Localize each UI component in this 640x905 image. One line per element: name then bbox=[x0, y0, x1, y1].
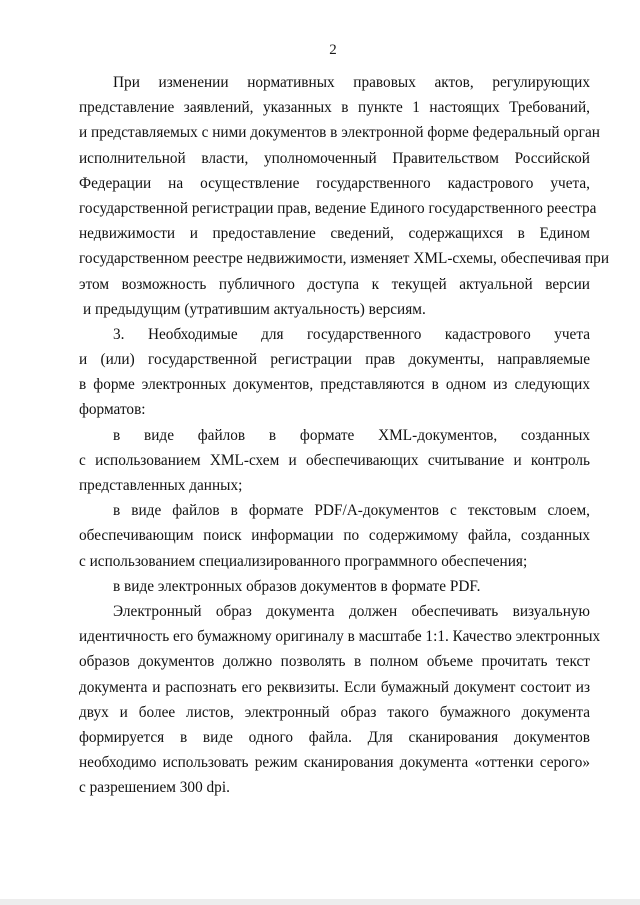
text-line: в виде файлов в формате PDF/A-документов с текстовым слоем, bbox=[113, 502, 590, 520]
paragraph-pdfa-format bbox=[79, 498, 590, 574]
text-line: формируется в виде одного файла. Для сканирования документов bbox=[79, 728, 590, 746]
text-line: двух и более листов, электронный образ такого бумажного документа bbox=[79, 703, 590, 721]
text-line: При изменении нормативных правовых актов, регулирующих bbox=[113, 74, 590, 91]
text-line: в виде электронных образов документов в формате PDF. bbox=[113, 577, 481, 595]
text-line: исполнительной власти, уполномоченный Правительством Российской bbox=[79, 149, 590, 167]
paragraph-pdf-images bbox=[79, 574, 590, 599]
text-line: необходимо использовать режим сканирования документа «оттенки серого» bbox=[79, 754, 590, 772]
text-line: форматов: bbox=[79, 401, 146, 419]
text-line: Электронный образ документа должен обеспечивать визуальную bbox=[113, 602, 590, 620]
text-line: этом возможность публичного доступа к текущей актуальной версии bbox=[79, 275, 590, 293]
page-bottom-edge bbox=[0, 899, 640, 905]
text-line: Федерации на осуществление государственного кадастрового учета, bbox=[79, 174, 590, 192]
text-line: представление заявлений, указанных в пункте 1 настоящих Требований, bbox=[79, 99, 590, 117]
text-line: государственном реестре недвижимости, изменяет XML-схемы, обеспечивая при bbox=[79, 250, 610, 268]
text-line: представленных данных; bbox=[79, 477, 243, 494]
text-line: в форме электронных документов, представляются в одном из следующих bbox=[79, 376, 590, 394]
text-line: идентичность его бумажному оригиналу в масштабе 1:1. Качество электронных bbox=[79, 628, 601, 646]
text-line: и предыдущим (утратившим актуальность) версиям. bbox=[83, 300, 426, 318]
text-line: в виде файлов в формате XML-документов, созданных bbox=[113, 426, 590, 444]
text-line: с использованием специализированного программного обеспечения; bbox=[79, 552, 528, 570]
text-line: обеспечивающим поиск информации по содержимому файла, созданных bbox=[79, 527, 590, 545]
text-line: 3. Необходимые для государственного кадастрового учета bbox=[113, 325, 590, 343]
document-body bbox=[79, 70, 610, 800]
text-line: государственной регистрации прав, ведение Единого государственного реестра bbox=[79, 199, 597, 217]
text-line: недвижимости и предоставление сведений, содержащихся в Едином bbox=[79, 225, 590, 243]
text-line: и представляемых с ними документов в электронной форме федеральный орган bbox=[79, 124, 600, 142]
text-line: и (или) государственной регистрации прав документы, направляемые bbox=[79, 351, 590, 369]
paragraph-xml-schema-changes bbox=[79, 70, 610, 322]
text-line: документа и распознать его реквизиты. Если бумажный документ состоит из bbox=[79, 678, 590, 696]
paragraph-electronic-image bbox=[79, 599, 601, 801]
text-line: с использованием XML-схем и обеспечивающих считывание и контроль bbox=[79, 451, 590, 469]
page-number: 2 bbox=[329, 42, 337, 58]
text-line: образов документов должно позволять в полном объеме прочитать текст bbox=[79, 653, 590, 671]
paragraph-item-3-formats bbox=[79, 322, 590, 423]
text-line: с разрешением 300 dpi. bbox=[79, 779, 230, 797]
paragraph-xml-format bbox=[79, 423, 590, 499]
